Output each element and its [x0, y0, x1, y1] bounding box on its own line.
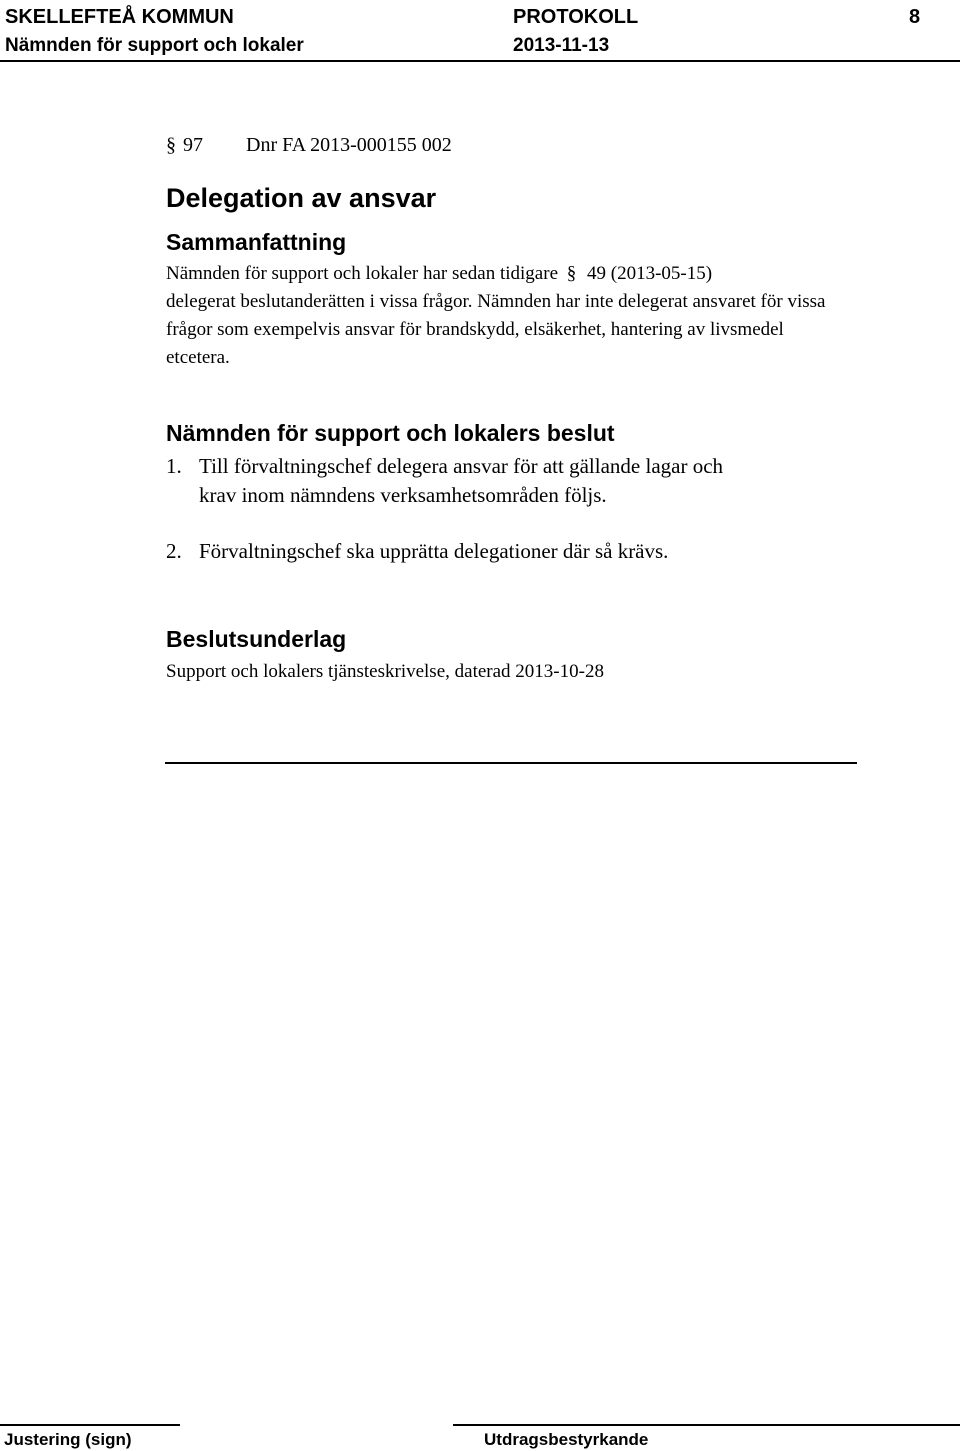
meeting-date: 2013-11-13	[513, 35, 610, 56]
signature-line	[165, 762, 857, 764]
decision-item-number: 1.	[166, 454, 182, 478]
decision-heading: Nämnden för support och lokalers beslut	[166, 420, 615, 446]
utdragsbestyrkande-label: Utdragsbestyrkande	[484, 1430, 649, 1449]
committee-name: Nämnden för support och lokaler	[5, 35, 304, 56]
basis-heading: Beslutsunderlag	[166, 626, 347, 652]
footer-divider-left	[0, 1424, 180, 1426]
decision-item-text: krav inom nämndens verksamhetsområden följs.	[199, 483, 607, 507]
organization-name: SKELLEFTEÅ KOMMUN	[5, 6, 234, 28]
dnr-reference: Dnr FA 2013-000155 002	[246, 134, 452, 156]
page-number: 8	[909, 6, 921, 28]
case-number: 97	[183, 134, 203, 156]
footer-divider-right	[453, 1424, 960, 1426]
summary-line1-ref: 49 (2013-05-15)	[587, 263, 713, 284]
justering-label: Justering (sign)	[4, 1430, 132, 1449]
document-type: PROTOKOLL	[513, 6, 639, 28]
section-sign: §	[166, 134, 176, 156]
summary-heading: Sammanfattning	[166, 229, 347, 255]
summary-text: delegerat beslutanderätten i vissa frågor. Nämnden har inte delegerat ansvaret för vissa frågor som exempelvis ansvar för brandskydd, elsäkerhet, hantering av livsmedel etcetera.	[166, 291, 826, 368]
decision-item-text: Förvaltningschef ska upprätta delegationer där så krävs.	[199, 539, 669, 563]
page-title: Delegation av ansvar	[166, 183, 437, 213]
decision-item-number: 2.	[166, 539, 182, 563]
basis-text: Support och lokalers tjänsteskrivelse, daterad 2013-10-28	[166, 661, 604, 682]
header-divider	[0, 60, 960, 62]
summary-line1-text: Nämnden för support och lokaler har sedan tidigare	[166, 263, 559, 284]
decision-item-text: Till förvaltningschef delegera ansvar för att gällande lagar och	[199, 454, 724, 478]
summary-first-line	[166, 260, 856, 288]
section-sign: §	[566, 263, 577, 284]
